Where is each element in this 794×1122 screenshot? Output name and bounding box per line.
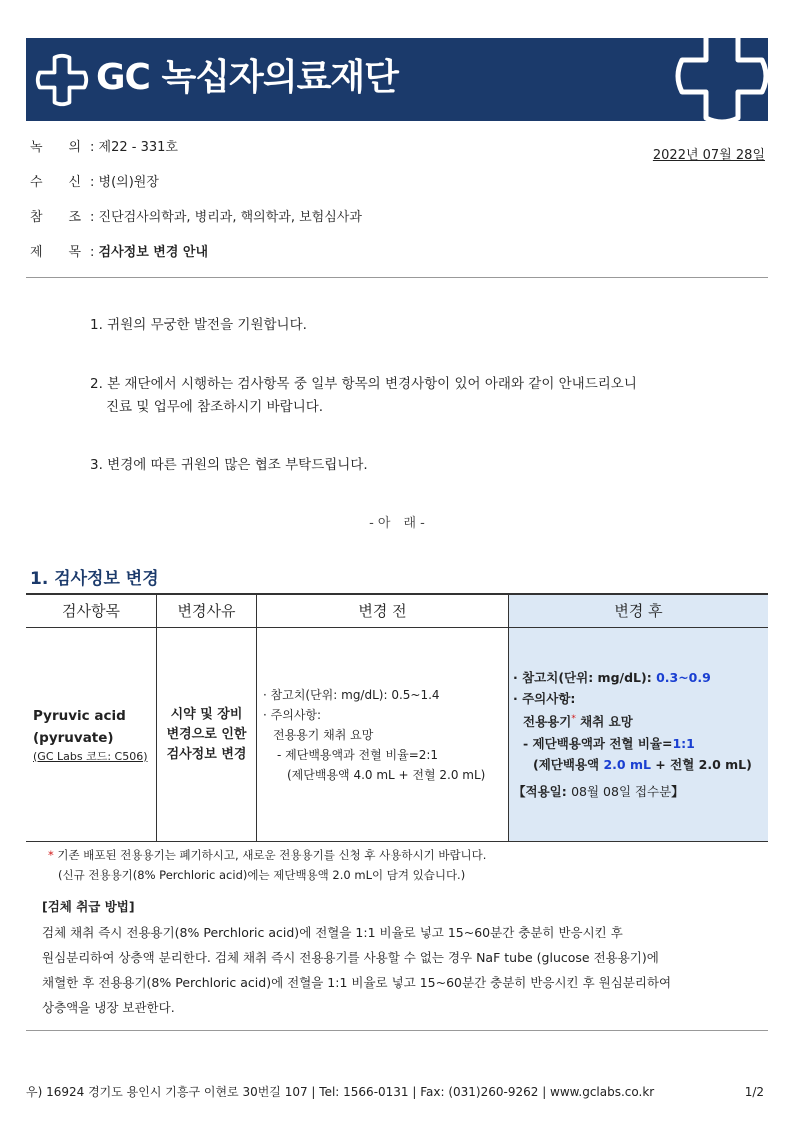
brand-logo-text: GC 녹십자의료재단 xyxy=(96,57,398,98)
doc-number-value: : 제22 - 331호 xyxy=(90,140,178,155)
before-line-2: · 주의사항: xyxy=(263,707,322,722)
after-line-2: · 주의사항: xyxy=(513,691,576,707)
cell-after xyxy=(509,628,768,841)
handling-line-4: 상층액을 냉장 보관한다. xyxy=(42,1000,175,1015)
paragraph-1: 1. 귀원의 무궁한 발전을 기원합니다. xyxy=(90,317,307,333)
after-line-3: 전용용기* 채취 요망 xyxy=(523,714,633,730)
handling-title: [검체 취급 방법] xyxy=(42,899,135,914)
before-line-1: · 참고치(단위: mg/dL): 0.5~1.4 xyxy=(263,687,440,702)
doc-number-label: 녹 의 xyxy=(30,140,82,155)
footer xyxy=(26,1082,768,1102)
note-line-2: (신규 전용용기(8% Perchloric acid)에는 제단백용액 2.0 mL이 담겨 있습니다.) xyxy=(58,868,466,882)
subject-label: 제 목 xyxy=(30,245,82,260)
after-line-5: (제단백용액 2.0 mL + 전혈 2.0 mL) xyxy=(533,756,752,772)
note-star: * xyxy=(48,848,54,862)
handling-line-2: 원심분리하여 상층액 분리한다. 검체 채취 즉시 전용용기를 사용할 수 없는 경우 NaF tube (glucose 전용용기)에 xyxy=(42,950,659,965)
cell-reason xyxy=(157,628,256,841)
paragraph-3: 3. 변경에 따른 귀원의 많은 협조 부탁드립니다. xyxy=(90,457,368,473)
cell-before xyxy=(257,628,508,841)
after-line-1: · 참고치(단위: mg/dL): 0.3~0.9 xyxy=(513,670,711,686)
item-name-line-2: (pyruvate) xyxy=(33,729,114,746)
reference-label: 참 조 xyxy=(30,210,82,225)
before-line-4: - 제단백용액과 전혈 비율=2:1 xyxy=(277,747,439,762)
subject-value: 검사정보 변경 안내 xyxy=(98,245,209,260)
below-marker: - 아 래 - xyxy=(369,516,425,531)
before-line-5: (제단백용액 4.0 mL + 전혈 2.0 mL) xyxy=(287,767,486,782)
item-name-line-1: Pyruvic acid xyxy=(33,707,126,724)
column-after xyxy=(509,595,768,841)
subject-row xyxy=(30,243,208,263)
reason-line-1: 시약 및 장비 xyxy=(170,706,243,722)
divider-bottom xyxy=(26,1030,768,1031)
page-number: 1/2 xyxy=(744,1085,764,1099)
header-before: 변경 전 xyxy=(257,595,508,628)
reference-row xyxy=(30,208,362,228)
note-line-1: * 기존 배포된 전용용기는 폐기하시고, 새로운 전용용기를 신청 후 사용하시기 바랍니다. xyxy=(48,848,487,862)
cross-logo-icon xyxy=(34,52,90,108)
test-info-table xyxy=(26,593,768,842)
after-line-4: - 제단백용액과 전혈 비율=1:1 xyxy=(523,735,695,751)
recipient-row xyxy=(30,173,159,193)
decorative-cross-icon xyxy=(670,38,768,121)
before-line-3: 전용용기 채취 요망 xyxy=(273,727,374,742)
reference-value: : 진단검사의학과, 병리과, 핵의학과, 보험심사과 xyxy=(90,210,362,225)
recipient-value: : 병(의)원장 xyxy=(90,175,159,190)
column-before xyxy=(257,595,509,841)
footer-address: 우) 16924 경기도 용인시 기흥구 이현로 30번길 107 | Tel: 1566-0131 | Fax: (031)260-9262 | www.gclabs.co.kr xyxy=(26,1085,655,1099)
subject-sep: : xyxy=(90,245,95,260)
header-after: 변경 후 xyxy=(509,595,768,628)
header-test-item: 검사항목 xyxy=(26,595,156,628)
reason-line-3: 검사정보 변경 xyxy=(166,746,247,762)
after-effective-date: 【적용일: 08월 08일 접수분】 xyxy=(513,783,684,799)
handling-line-3: 채혈한 후 전용용기(8% Perchloric acid)에 전혈을 1:1 비율로 넣고 15~60분간 충분히 반응시킨 후 원심분리하여 xyxy=(42,975,672,990)
column-test-item xyxy=(26,595,157,841)
column-reason xyxy=(157,595,257,841)
item-code: (GC Labs 코드: C506) xyxy=(33,749,148,763)
doc-number-row xyxy=(30,138,178,158)
cell-test-item xyxy=(26,628,156,841)
handling-line-1: 검체 채취 즉시 전용용기(8% Perchloric acid)에 전혈을 1:1 비율로 넣고 15~60분간 충분히 반응시킨 후 xyxy=(42,925,623,940)
paragraph-2-line-2: 진료 및 업무에 참조하시기 바랍니다. xyxy=(106,399,324,415)
divider xyxy=(26,277,768,278)
header-banner xyxy=(26,38,768,121)
paragraph-2-line-1: 2. 본 재단에서 시행하는 검사항목 중 일부 항목의 변경사항이 있어 아래와 같이 안내드리오니 xyxy=(90,376,637,392)
header-reason: 변경사유 xyxy=(157,595,256,628)
recipient-label: 수 신 xyxy=(30,175,82,190)
section-title: 1. 검사정보 변경 xyxy=(30,569,159,589)
reason-line-2: 변경으로 인한 xyxy=(166,726,247,742)
document-date: 2022년 07월 28일 xyxy=(652,148,765,163)
